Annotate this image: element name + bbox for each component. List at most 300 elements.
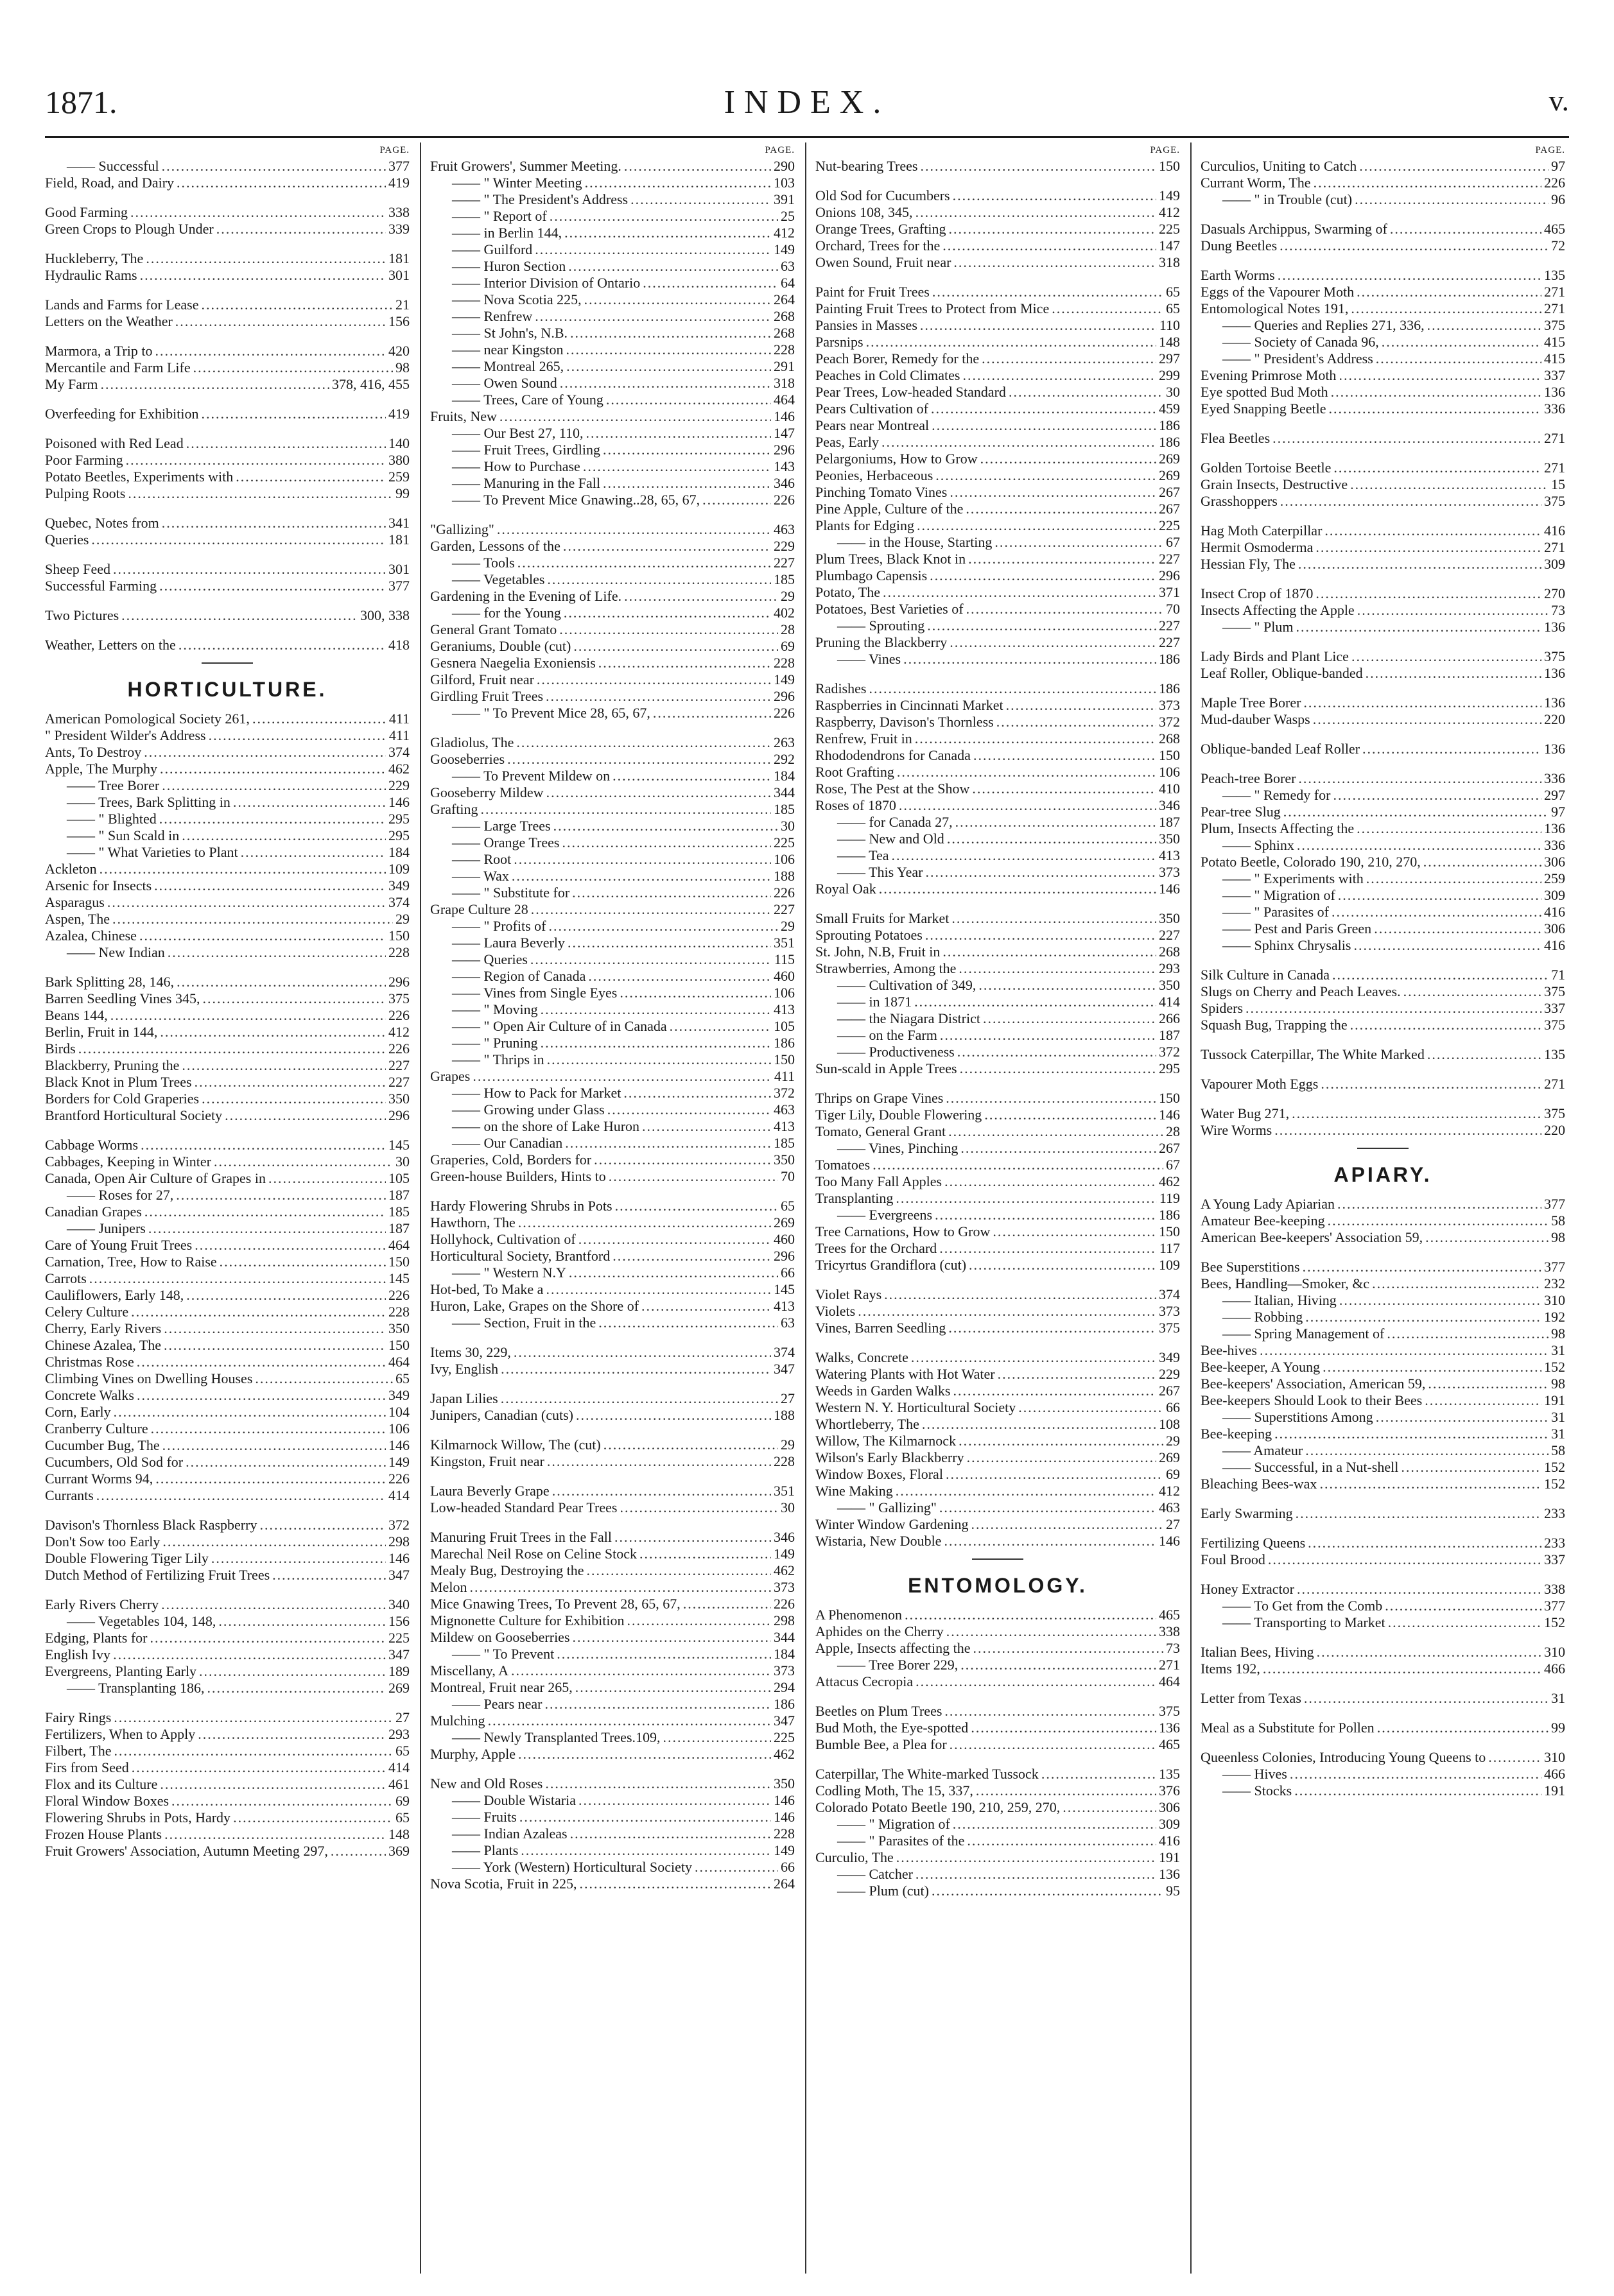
entry-spacer — [815, 897, 1180, 910]
index-entry — [45, 794, 410, 811]
dot-leader — [947, 831, 1156, 847]
entry-page-number: 105 — [774, 1018, 795, 1034]
entry-title: —— Double Wistaria — [452, 1792, 577, 1808]
dot-leader — [233, 794, 386, 811]
dot-leader — [993, 1223, 1156, 1240]
entry-title: Curculios, Uniting to Catch — [1201, 158, 1357, 174]
dot-leader — [573, 1629, 771, 1646]
entry-spacer — [1201, 728, 1565, 741]
index-entry — [815, 434, 1180, 451]
dot-leader — [535, 241, 771, 258]
index-entry — [45, 1153, 410, 1170]
entry-title: —— Fruit Trees, Girdling — [452, 442, 601, 458]
entry-spacer — [430, 1763, 795, 1775]
entry-page-number: 27 — [1166, 1516, 1180, 1532]
dot-leader — [973, 747, 1156, 764]
entry-title: Beetles on Plum Trees — [815, 1703, 942, 1719]
entry-page-number: 309 — [1544, 887, 1565, 903]
entry-page-number: 31 — [1551, 1409, 1565, 1425]
entry-page-number: 271 — [1544, 430, 1565, 446]
dot-leader — [552, 1483, 771, 1499]
dot-leader — [164, 1320, 386, 1337]
entry-title: Murphy, Apple — [430, 1746, 516, 1762]
entry-title: Wire Worms — [1201, 1122, 1272, 1138]
page-column-label: PAGE. — [379, 145, 410, 155]
dot-leader — [252, 711, 386, 727]
index-entry — [815, 814, 1180, 831]
dot-leader — [91, 531, 386, 548]
entry-page-number: 375 — [388, 990, 410, 1006]
dot-leader — [1390, 221, 1541, 237]
entry-page-number: 339 — [388, 221, 410, 237]
index-entry — [430, 1579, 795, 1596]
dot-leader — [78, 1040, 386, 1057]
entry-page-number: 109 — [388, 861, 410, 877]
entry-title: Violets — [815, 1303, 856, 1319]
dot-leader — [195, 1074, 386, 1091]
index-entry — [430, 375, 795, 392]
entry-page-number: 350 — [1159, 977, 1180, 993]
entry-title: —— Vegetables 104, 148, — [67, 1613, 216, 1629]
dot-leader — [872, 1157, 1163, 1173]
entry-title: Pansies in Masses — [815, 317, 917, 333]
dot-leader — [903, 651, 1156, 668]
index-entry — [430, 818, 795, 834]
entry-page-number: 292 — [774, 751, 795, 767]
entry-title: Watering Plants with Hot Water — [815, 1366, 995, 1382]
entry-page-number: 220 — [1544, 1122, 1565, 1138]
dot-leader — [911, 1349, 1156, 1366]
index-entry — [815, 1833, 1180, 1849]
dot-leader — [564, 225, 771, 241]
entry-title: Poisoned with Red Lead — [45, 435, 184, 451]
entry-title: Celery Culture — [45, 1304, 129, 1320]
dot-leader — [959, 1433, 1163, 1449]
entry-page-number: 225 — [1159, 517, 1180, 533]
entry-page-number: 296 — [774, 442, 795, 458]
dot-leader — [113, 561, 386, 578]
index-entry — [1201, 334, 1565, 350]
entry-title: —— Region of Canada — [452, 968, 586, 984]
entry-title: —— Indian Azaleas — [452, 1826, 568, 1842]
entry-title: Dasuals Archippus, Swarming of — [1201, 221, 1387, 237]
section-divider — [972, 1558, 1023, 1560]
index-entry — [815, 584, 1180, 601]
entry-page-number: 415 — [1544, 334, 1565, 350]
dot-leader — [603, 1437, 778, 1453]
dot-leader — [1374, 920, 1541, 937]
entry-page-number: 306 — [1544, 854, 1565, 870]
dot-leader — [624, 158, 771, 175]
dot-leader — [268, 1170, 386, 1187]
dot-leader — [233, 1809, 393, 1826]
dot-leader — [546, 784, 771, 801]
entry-page-number: 149 — [774, 1842, 795, 1858]
dot-leader — [883, 584, 1156, 601]
entry-title: Floral Window Boxes — [45, 1793, 169, 1809]
index-entry — [430, 1729, 795, 1746]
entry-page-number: 228 — [388, 1304, 410, 1320]
entry-title: Orange Trees, Grafting — [815, 221, 946, 237]
index-entry — [815, 1499, 1180, 1516]
entry-title: —— Productiveness — [837, 1044, 955, 1060]
entry-page-number: 350 — [388, 1320, 410, 1336]
entry-page-number: 377 — [1544, 1598, 1565, 1614]
index-entry — [45, 1137, 410, 1153]
entry-page-number: 347 — [388, 1567, 410, 1583]
entry-page-number: 350 — [1159, 831, 1180, 847]
dot-leader — [1245, 1000, 1541, 1017]
index-entry — [430, 1499, 795, 1516]
dot-leader — [942, 237, 1156, 254]
index-entry — [45, 1726, 410, 1743]
entry-page-number: 31 — [1551, 1342, 1565, 1358]
entry-title: —— Vegetables — [452, 571, 545, 587]
entry-page-number: 99 — [395, 485, 410, 501]
entry-title: Kingston, Fruit near — [430, 1453, 544, 1469]
entry-page-number: 269 — [1159, 1449, 1180, 1465]
entry-title: Girdling Fruit Trees — [430, 688, 544, 704]
dot-leader — [609, 1168, 778, 1185]
entry-title: Davison's Thornless Black Raspberry — [45, 1517, 257, 1533]
column-divider — [805, 142, 806, 2274]
entry-page-number: 338 — [1159, 1623, 1180, 1639]
entry-title: Frozen House Plants — [45, 1826, 162, 1842]
entry-title: —— " President's Address — [1222, 350, 1373, 367]
entry-title: My Farm — [45, 376, 98, 392]
dot-leader — [541, 1001, 771, 1018]
entry-title: St. John, N.B, Fruit in — [815, 944, 941, 960]
index-entry — [1201, 1426, 1565, 1442]
entry-page-number: 192 — [1544, 1309, 1565, 1325]
entry-page-number: 310 — [1544, 1644, 1565, 1660]
dot-leader — [953, 1383, 1157, 1399]
dot-leader — [168, 944, 386, 961]
dot-leader — [946, 1623, 1156, 1640]
index-entry — [815, 1010, 1180, 1027]
entry-page-number: 346 — [774, 475, 795, 491]
index-entry — [1201, 602, 1565, 619]
section-divider — [1357, 1148, 1409, 1149]
entry-page-number: 411 — [774, 1068, 795, 1084]
entry-title: Oblique-banded Leaf Roller — [1201, 741, 1360, 757]
entry-title: Early Rivers Cherry — [45, 1596, 159, 1612]
entry-page-number: 267 — [1159, 1140, 1180, 1156]
entry-title: —— Fruits — [452, 1809, 517, 1825]
entry-title: —— Trees, Care of Young — [452, 392, 603, 408]
dot-leader — [566, 341, 771, 358]
dot-leader — [1332, 904, 1541, 920]
entry-page-number: 146 — [1159, 1107, 1180, 1123]
entry-title: Gardening in the Evening of Life. — [430, 588, 622, 604]
entry-page-number: 147 — [774, 425, 795, 441]
index-entry — [430, 1483, 795, 1499]
index-entry — [430, 985, 795, 1001]
dot-leader — [971, 1516, 1163, 1533]
index-entry — [815, 467, 1180, 484]
index-entry — [430, 1265, 795, 1281]
index-entry — [815, 1123, 1180, 1140]
entry-title: Bee-keepers Should Look to their Bees — [1201, 1392, 1423, 1408]
entry-title: Thrips on Grape Vines — [815, 1090, 944, 1106]
entry-title: Bark Splitting 28, 146, — [45, 974, 175, 990]
dot-leader — [547, 1051, 771, 1068]
entry-page-number: 460 — [774, 1231, 795, 1247]
index-entry — [430, 571, 795, 588]
index-entry — [45, 1809, 410, 1826]
index-entry — [815, 1157, 1180, 1173]
dot-leader — [627, 1612, 771, 1629]
index-entry — [430, 1361, 795, 1377]
dot-leader — [1323, 1359, 1541, 1376]
dot-leader — [1297, 1581, 1541, 1598]
index-entry — [430, 1596, 795, 1612]
index-entry — [815, 697, 1180, 714]
entry-page-number: 290 — [774, 158, 795, 174]
entry-page-number: 150 — [1159, 747, 1180, 763]
entry-title: Root Grafting — [815, 764, 894, 780]
entry-title: Montreal, Fruit near 265, — [430, 1679, 573, 1695]
index-entry — [815, 1207, 1180, 1223]
index-entry — [45, 1843, 410, 1860]
entry-title: Geraniums, Double (cut) — [430, 638, 571, 654]
entry-page-number: 70 — [1166, 601, 1180, 617]
index-entry — [45, 1204, 410, 1220]
index-entry — [815, 1399, 1180, 1416]
index-entry — [45, 1220, 410, 1237]
entry-title: Colorado Potato Beetle 190, 210, 259, 270, — [815, 1799, 1061, 1815]
entry-title: Plum Trees, Black Knot in — [815, 551, 966, 567]
entry-title: Ivy, English — [430, 1361, 499, 1377]
entry-page-number: 293 — [1159, 960, 1180, 976]
entry-spacer — [430, 508, 795, 521]
index-entry — [815, 1320, 1180, 1336]
dot-leader — [114, 1709, 393, 1726]
entry-page-number: 416 — [1544, 937, 1565, 953]
entry-title: "Gallizing" — [430, 521, 494, 537]
dot-leader — [588, 968, 771, 985]
entry-page-number: 30 — [1166, 384, 1180, 400]
index-entry — [45, 894, 410, 911]
dot-leader — [546, 1281, 771, 1298]
dot-leader — [211, 1550, 386, 1567]
dot-leader — [1351, 648, 1541, 665]
entry-page-number: 459 — [1159, 401, 1180, 417]
dot-leader — [537, 671, 771, 688]
dot-leader — [214, 1153, 393, 1170]
entry-page-number: 117 — [1159, 1240, 1180, 1256]
dot-leader — [155, 1471, 386, 1487]
index-entry — [45, 221, 410, 237]
entry-page-number: 30 — [781, 818, 795, 834]
index-entry — [45, 1533, 410, 1550]
index-column-3 — [815, 142, 1180, 2274]
index-entry — [430, 968, 795, 985]
entry-title: Mice Gnawing Trees, To Prevent 28, 65, 67, — [430, 1596, 681, 1612]
index-entry — [815, 551, 1180, 567]
entry-page-number: 271 — [1544, 284, 1565, 300]
dot-leader — [955, 814, 1156, 831]
entry-page-number: 295 — [1159, 1060, 1180, 1076]
dot-leader — [1357, 602, 1549, 619]
index-entry — [1201, 539, 1565, 556]
dot-leader — [603, 442, 771, 458]
index-entry — [430, 834, 795, 851]
entry-page-number: 297 — [1544, 787, 1565, 803]
dot-leader — [578, 1231, 771, 1248]
dot-leader — [899, 797, 1156, 814]
entry-page-number: 298 — [774, 1612, 795, 1628]
entry-title: —— Sphinx — [1222, 837, 1294, 853]
dot-leader — [1351, 300, 1541, 317]
entry-page-number: 227 — [774, 555, 795, 571]
entry-spacer — [1201, 1522, 1565, 1535]
entry-title: Bee-keepers' Association, American 59, — [1201, 1376, 1426, 1392]
farm-entries — [45, 158, 410, 653]
entry-page-number: 377 — [388, 158, 410, 174]
dot-leader — [1315, 539, 1541, 556]
dot-leader — [164, 1826, 386, 1843]
entry-title: Pears near Montreal — [815, 417, 930, 433]
entry-title: Mignonette Culture for Exhibition — [430, 1612, 625, 1628]
page-title: INDEX. — [724, 84, 890, 121]
dot-leader — [566, 358, 771, 375]
index-entry — [815, 651, 1180, 668]
index-entry — [45, 727, 410, 744]
page-column-label: PAGE. — [1535, 145, 1565, 155]
entry-spacer — [45, 284, 410, 297]
entry-title: Potato Beetle, Colorado 190, 210, 270, — [1201, 854, 1421, 870]
index-entry — [1201, 284, 1565, 300]
entry-page-number: 63 — [781, 258, 795, 274]
index-entry — [45, 1487, 410, 1504]
entry-title: Potato Beetles, Experiments with — [45, 469, 234, 485]
index-entry — [430, 751, 795, 768]
entry-page-number: 136 — [1544, 820, 1565, 836]
entry-page-number: 413 — [1159, 847, 1180, 863]
index-entry — [1201, 1766, 1565, 1782]
index-entry — [45, 435, 410, 452]
entry-spacer — [45, 548, 410, 561]
entry-page-number: 226 — [774, 885, 795, 901]
index-entry — [815, 1090, 1180, 1107]
entry-spacer — [1201, 447, 1565, 460]
dot-leader — [560, 375, 771, 392]
index-entry — [45, 1680, 410, 1696]
entry-title: —— Successful — [67, 158, 159, 174]
entry-title: Window Boxes, Floral — [815, 1466, 943, 1482]
index-entry — [1201, 1476, 1565, 1492]
index-entry — [45, 1040, 410, 1057]
dot-leader — [642, 1118, 771, 1135]
entry-page-number: 416 — [1544, 904, 1565, 920]
entry-page-number: 185 — [774, 801, 795, 817]
index-entry — [815, 1449, 1180, 1466]
index-entry — [430, 1646, 795, 1662]
entry-title: New and Old Roses — [430, 1775, 543, 1791]
dot-leader — [146, 250, 386, 267]
entry-page-number: 228 — [774, 1826, 795, 1842]
dot-leader — [488, 1713, 771, 1729]
entry-title: Currant Worm, The — [1201, 175, 1311, 191]
dot-leader — [96, 1487, 386, 1504]
dot-leader — [603, 475, 771, 492]
entry-title: —— for the Young — [452, 605, 561, 621]
column-divider — [1190, 142, 1192, 2274]
entry-title: Plum, Insects Affecting the — [1201, 820, 1355, 836]
dot-leader — [950, 484, 1156, 501]
entry-title: —— " Sun Scald in — [67, 827, 180, 843]
index-entry — [45, 531, 410, 548]
dot-leader — [186, 1287, 386, 1304]
index-entry — [45, 637, 410, 653]
entry-title: Peas, Early — [815, 434, 879, 450]
column-divider — [420, 142, 421, 2274]
index-entry — [815, 517, 1180, 534]
dot-leader — [1403, 983, 1541, 1000]
dot-leader — [896, 1849, 1156, 1866]
index-entry — [430, 208, 795, 225]
index-entry — [1201, 522, 1565, 539]
dot-leader — [112, 911, 393, 928]
entry-title: Items 30, 229, — [430, 1344, 511, 1360]
entry-title: Chinese Azalea, The — [45, 1337, 162, 1353]
dot-leader — [193, 359, 393, 376]
entry-page-number: 136 — [1544, 695, 1565, 711]
dot-leader — [624, 588, 778, 605]
entry-title: Carrots — [45, 1270, 87, 1286]
dot-leader — [531, 901, 771, 918]
entry-title: Amateur Bee-keeping — [1201, 1213, 1325, 1229]
dot-leader — [702, 492, 771, 508]
dot-leader — [1362, 741, 1541, 757]
dot-leader — [612, 1248, 771, 1265]
dot-leader — [1321, 1076, 1541, 1092]
entry-page-number: 15 — [1551, 476, 1565, 492]
entry-title: Carnation, Tree, How to Raise — [45, 1254, 217, 1270]
dot-leader — [154, 877, 386, 894]
index-entry — [1201, 1229, 1565, 1246]
dot-leader — [663, 1729, 771, 1746]
dot-leader — [547, 1453, 771, 1470]
entry-page-number: 147 — [1159, 237, 1180, 254]
index-entry — [815, 927, 1180, 944]
dot-leader — [1329, 401, 1541, 417]
entry-spacer — [45, 594, 410, 607]
entry-title: Double Flowering Tiger Lily — [45, 1550, 209, 1566]
entry-spacer — [1201, 254, 1565, 267]
index-entry — [430, 935, 795, 951]
dot-leader — [186, 435, 386, 452]
page-number: v. — [1549, 84, 1569, 117]
index-entry — [430, 1629, 795, 1646]
dot-leader — [209, 727, 386, 744]
index-entry — [430, 1198, 795, 1214]
dot-leader — [594, 1152, 771, 1168]
entry-page-number: 460 — [774, 968, 795, 984]
index-entry — [815, 534, 1180, 551]
dot-leader — [218, 1613, 386, 1630]
entry-title: Meal as a Substitute for Pollen — [1201, 1720, 1375, 1736]
entry-title: Wilson's Early Blackberry — [815, 1449, 964, 1465]
entry-page-number: 349 — [388, 877, 410, 893]
entry-page-number: 28 — [781, 621, 795, 637]
section-title-horticulture: HORTICULTURE. — [127, 678, 327, 701]
index-entry — [815, 1044, 1180, 1060]
entry-page-number: 377 — [388, 578, 410, 594]
dot-leader — [1366, 870, 1541, 887]
entry-page-number: 415 — [1544, 350, 1565, 367]
